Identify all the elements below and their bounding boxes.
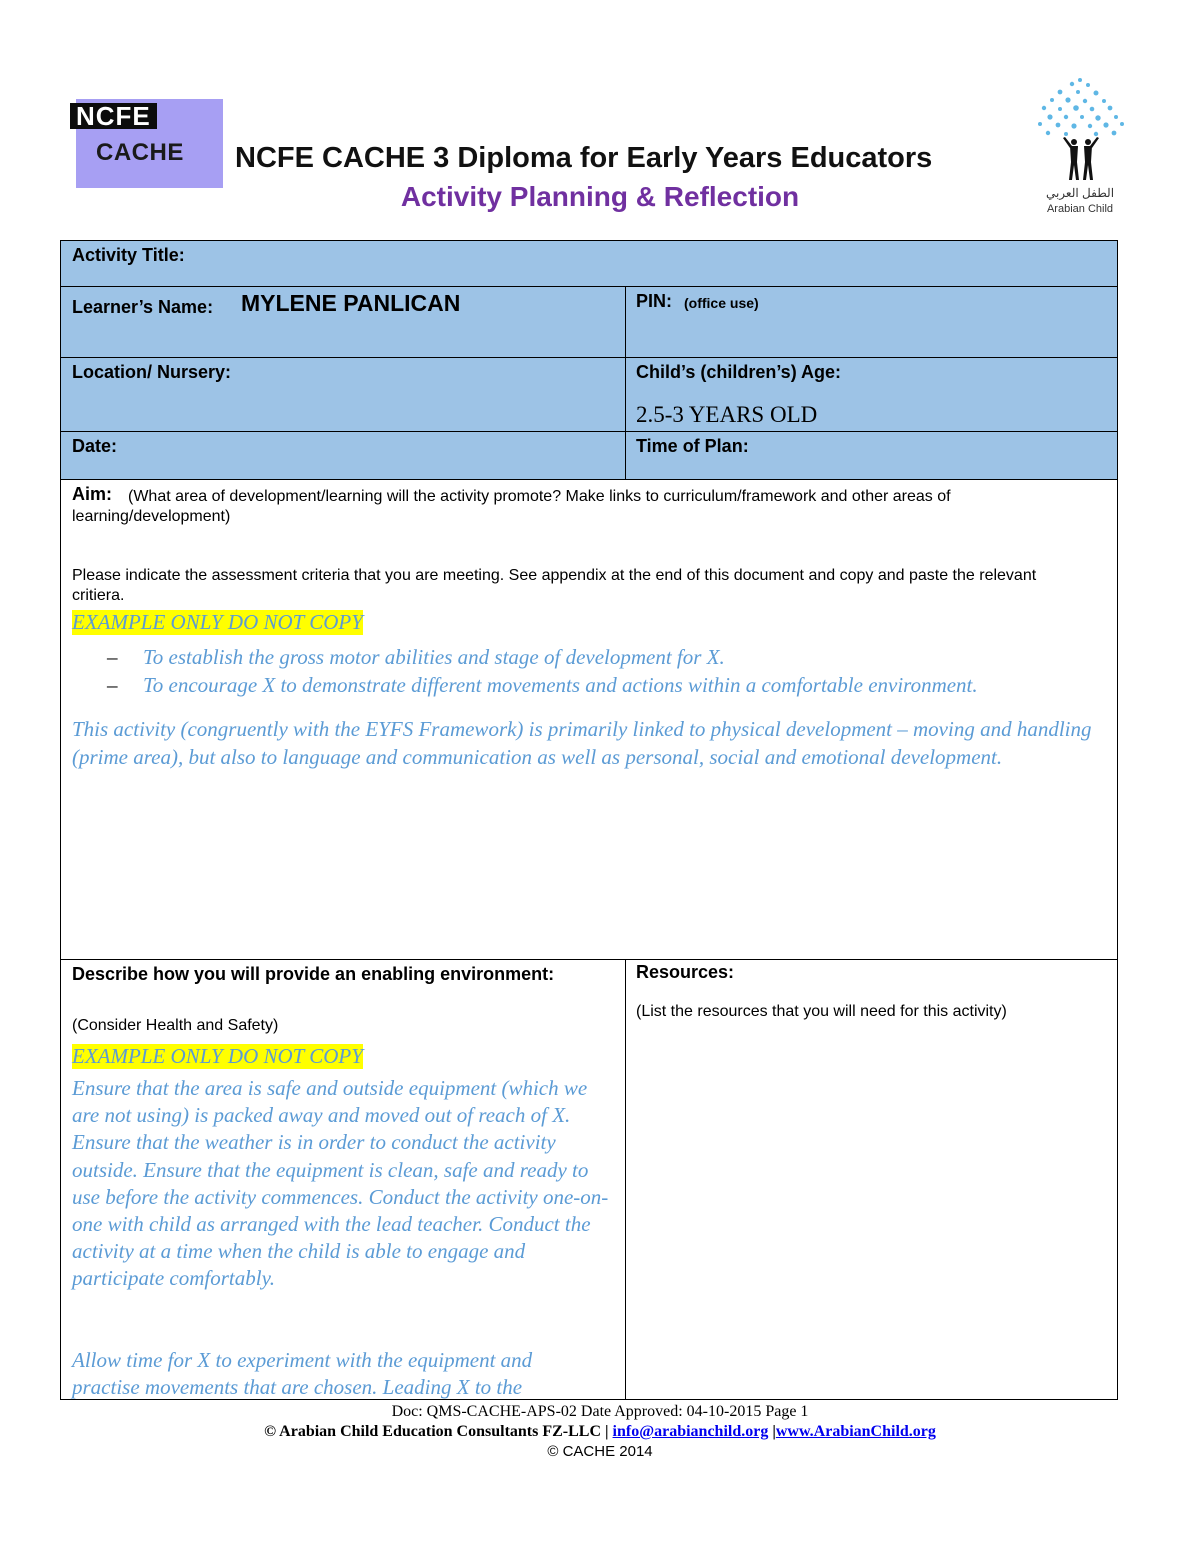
date-cell[interactable] <box>61 432 626 480</box>
document-title: NCFE CACHE 3 Diploma for Early Years Educators <box>235 142 933 174</box>
example-tag: EXAMPLE ONLY DO NOT COPY <box>72 610 363 634</box>
footer-company-line <box>0 1423 1200 1441</box>
aim-paragraph: This activity (congruently with the EYFS Framework) is primarily linked to physical development – moving and handling (prime area), but also to language and communication as well as personal, social and emotional development. <box>72 717 1092 769</box>
resources-note: (List the resources that you will need for this activity) <box>636 1003 1007 1020</box>
criteria-note: Please indicate the assessment criteria that you are meeting. See appendix at the end of this document and copy and paste the relevant critiera. <box>72 567 1037 604</box>
activity-title-cell[interactable] <box>61 241 1117 287</box>
activity-title-label: Activity Title: <box>72 245 185 265</box>
learner-name-value: MYLENE PANLICAN <box>241 290 461 316</box>
resources-label: Resources: <box>636 962 735 982</box>
environment-label: Describe how you will provide an enabling environment: <box>72 964 555 984</box>
aim-label: Aim: <box>72 484 112 504</box>
learner-name-label: Learner’s Name: <box>72 297 214 317</box>
resources-cell[interactable] <box>626 960 1117 1399</box>
footer-separator: | <box>772 1423 776 1440</box>
pin-note: (office use) <box>684 295 759 311</box>
logo-cache-text: CACHE <box>96 139 184 166</box>
date-label: Date: <box>72 436 118 456</box>
arabian-child-english: Arabian Child <box>1046 203 1114 215</box>
example-tag: EXAMPLE ONLY DO NOT COPY <box>72 1044 363 1068</box>
footer-copyright: © CACHE 2014 <box>547 1443 653 1460</box>
location-cell[interactable] <box>61 358 626 432</box>
learner-name-cell[interactable] <box>61 287 626 358</box>
child-age-cell[interactable] <box>626 358 1117 432</box>
logo-ncfe-text: NCFE <box>70 103 157 129</box>
pin-cell[interactable] <box>626 287 1117 358</box>
ncfe-cache-logo <box>76 99 223 188</box>
aim-bullet-text: To establish the gross motor abilities and stage of development for X. <box>143 645 725 669</box>
footer-doc-line: Doc: QMS-CACHE-APS-02 Date Approved: 04-10-2015 Page 1 <box>391 1403 809 1420</box>
footer-website-link[interactable]: www.ArabianChild.org <box>775 1423 936 1440</box>
environment-note: (Consider Health and Safety) <box>72 1017 279 1034</box>
footer-company: © Arabian Child Education Consultants FZ-LLC | <box>264 1423 609 1440</box>
aim-prompt: (What area of development/learning will the activity promote? Make links to curriculum/framework and other areas of learning/development) <box>72 488 951 525</box>
time-of-plan-cell[interactable] <box>626 432 1117 480</box>
footer-email-link[interactable]: info@arabianchild.org <box>612 1423 769 1440</box>
aim-cell[interactable] <box>61 480 1117 960</box>
tree-figures-icon <box>1030 72 1130 187</box>
aim-bullet: – To encourage X to demonstrate different movements and actions within a comfortable environment. <box>107 673 978 697</box>
activity-plan-form <box>60 240 1118 1400</box>
time-of-plan-label: Time of Plan: <box>636 436 749 456</box>
child-age-label: Child’s (children’s) Age: <box>636 362 842 382</box>
environment-cell[interactable] <box>61 960 626 1399</box>
arabian-child-arabic: الطفل العربي <box>1045 186 1115 200</box>
aim-bullet-text: To encourage X to demonstrate different movements and actions within a comfortable environment. <box>143 673 978 697</box>
location-label: Location/ Nursery: <box>72 362 232 382</box>
aim-bullet: – To establish the gross motor abilities and stage of development for X. <box>107 645 725 669</box>
child-age-value: 2.5-3 YEARS OLD <box>636 402 818 427</box>
environment-paragraph: Ensure that the area is safe and outside equipment (which we are not using) is packed away and moved out of reach of X. Ensure that the weather is in order to conduct the activity outside. Ensure that the equipment is clean, safe and ready to use before the activity commences. Conduct the activity one-on-one with child as arranged with the lead teacher. Conduct the activity at a time when the child is able to engage and participate comfortably. <box>72 1076 609 1291</box>
pin-label: PIN: <box>636 291 672 311</box>
document-subtitle: Activity Planning & Reflection <box>400 181 800 212</box>
environment-paragraph: Allow time for X to experiment with the equipment and practise movements that are chosen. Leading X to the <box>72 1348 533 1399</box>
